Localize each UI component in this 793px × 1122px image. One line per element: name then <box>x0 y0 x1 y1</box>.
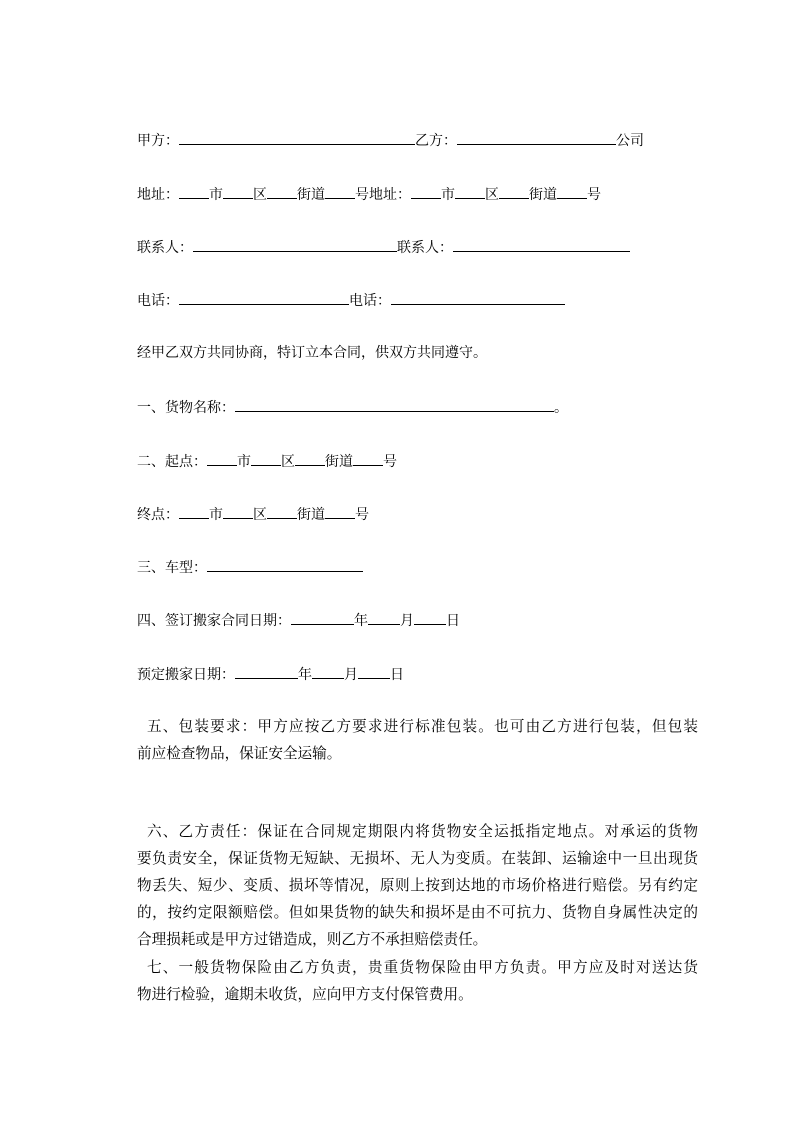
company-suffix: 公司 <box>616 133 644 149</box>
vehicle-row <box>137 557 363 578</box>
goods-label: 一、货物名称： <box>137 400 235 416</box>
blank <box>267 504 297 519</box>
blank <box>193 237 397 252</box>
blank <box>358 664 390 679</box>
text: 市 <box>237 454 251 470</box>
phone-label: 电话： <box>349 293 391 309</box>
clause-responsibility <box>137 818 698 953</box>
end-label: 终点： <box>137 507 179 523</box>
text: 月 <box>344 667 358 683</box>
vehicle-label: 三、车型： <box>137 560 207 576</box>
contact-label: 联系人： <box>397 240 453 256</box>
goods-row <box>137 397 568 418</box>
phone-row <box>137 290 565 311</box>
intro: 经甲乙双方共同协商，特订立本合同，供双方共同遵守。 <box>137 345 487 361</box>
text: 年 <box>354 613 368 629</box>
text: 街道 <box>529 187 557 203</box>
text: 号 <box>587 187 601 203</box>
line: 物进行检验，逾期未收货，应向甲方支付保管费用。 <box>137 986 473 1003</box>
text: 月 <box>400 613 414 629</box>
blank <box>414 610 446 625</box>
blank <box>295 451 325 466</box>
blank <box>223 504 253 519</box>
text: 。 <box>554 400 568 416</box>
line: 五、包装要求：甲方应按乙方要求进行标准包装。也可由乙方进行包装，但包装 <box>147 718 698 735</box>
line: 六、乙方责任：保证在合同规定期限内将货物安全运抵指定地点。对承运的货物 <box>147 823 698 840</box>
end-row <box>137 504 369 525</box>
address-label: 地址： <box>137 187 179 203</box>
text: 街道 <box>297 507 325 523</box>
text: 区 <box>253 507 267 523</box>
blank <box>499 184 529 199</box>
blank <box>235 664 298 679</box>
line: 合理损耗或是甲方过错造成，则乙方不承担赔偿责任。 <box>137 931 488 948</box>
move-date-label: 预定搬家日期： <box>137 667 235 683</box>
line: 前应检查物品，保证安全运输。 <box>137 745 342 762</box>
blank <box>179 290 349 305</box>
text: 号地址： <box>355 187 411 203</box>
contact-row <box>137 237 630 258</box>
blank <box>312 664 344 679</box>
blank <box>391 290 565 305</box>
blank <box>179 184 209 199</box>
phone-label: 电话： <box>137 293 179 309</box>
line: 七、一般货物保险由乙方负责，贵重货物保险由甲方负责。甲方应及时对送达货 <box>147 959 698 976</box>
address-row <box>137 184 601 205</box>
text: 市 <box>441 187 455 203</box>
party-b-blank <box>457 130 616 145</box>
text: 市 <box>209 507 223 523</box>
text: 日 <box>446 613 460 629</box>
text: 号 <box>383 454 397 470</box>
blank <box>353 451 383 466</box>
line: 要负责安全，保证货物无短缺、无损坏、无人为变质。在装卸、运输途中一旦出现货 <box>137 850 698 867</box>
text: 年 <box>298 667 312 683</box>
party-a-blank <box>179 130 415 145</box>
line: 物丢失、短少、变质、损坏等情况，原则上按到达地的市场价格进行赔偿。另有约定 <box>137 877 698 894</box>
party-b-label: 乙方： <box>415 133 457 149</box>
text: 街道 <box>325 454 353 470</box>
blank <box>325 184 355 199</box>
blank <box>291 610 354 625</box>
blank <box>453 237 630 252</box>
text: 市 <box>209 187 223 203</box>
sign-date-row <box>137 610 460 631</box>
clause-packaging <box>137 713 698 767</box>
text: 日 <box>390 667 404 683</box>
start-label: 二、起点： <box>137 454 207 470</box>
text: 号 <box>355 507 369 523</box>
blank <box>455 184 485 199</box>
blank <box>251 451 281 466</box>
contact-label: 联系人： <box>137 240 193 256</box>
sign-date-label: 四、签订搬家合同日期： <box>137 613 291 629</box>
line: 的，按约定限额赔偿。但如果货物的缺失和损坏是由不可抗力、货物自身属性决定的 <box>137 904 698 921</box>
blank <box>223 184 253 199</box>
blank <box>207 451 237 466</box>
blank <box>368 610 400 625</box>
parties-row <box>137 130 644 151</box>
blank <box>325 504 355 519</box>
clause-insurance <box>137 954 698 1008</box>
party-a-label: 甲方： <box>137 133 179 149</box>
move-date-row <box>137 664 404 685</box>
text: 街道 <box>297 187 325 203</box>
blank <box>411 184 441 199</box>
text: 区 <box>253 187 267 203</box>
blank <box>267 184 297 199</box>
start-row <box>137 451 397 472</box>
text: 区 <box>485 187 499 203</box>
blank <box>179 504 209 519</box>
blank <box>207 557 363 572</box>
blank <box>235 397 554 412</box>
blank <box>557 184 587 199</box>
text: 区 <box>281 454 295 470</box>
